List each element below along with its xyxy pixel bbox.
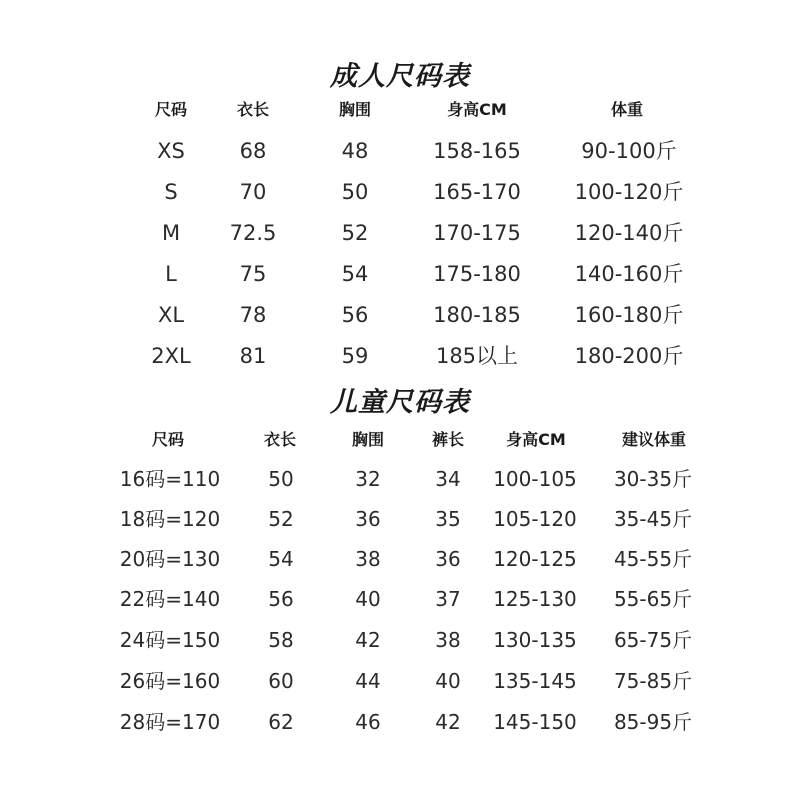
table-row	[0, 462, 800, 496]
length-cell: 58	[268, 628, 294, 652]
size-cell: 22码=140	[119, 587, 221, 611]
chest-cell: 44	[355, 669, 381, 693]
length-cell: 78	[239, 303, 267, 327]
size-cell: 28码=170	[119, 710, 221, 734]
kids-table-title: 儿童尺码表	[330, 387, 470, 418]
height-cell: 130-135	[493, 628, 577, 652]
weight-cell: 120-140斤	[574, 221, 684, 245]
size-cell: 26码=160	[119, 669, 221, 693]
height-cell: 185以上	[435, 344, 519, 368]
weight-cell: 85-95斤	[613, 710, 693, 734]
size-cell: M	[161, 221, 181, 245]
table-row	[0, 175, 800, 209]
pants-length-cell: 34	[435, 467, 461, 491]
chest-cell: 59	[341, 344, 369, 368]
kids-header-pants-length: 裤长	[431, 430, 464, 449]
height-cell: 145-150	[493, 710, 577, 734]
pants-length-cell: 42	[435, 710, 461, 734]
pants-length-cell: 36	[435, 547, 461, 571]
adult-table-title: 成人尺码表	[330, 61, 470, 92]
chest-cell: 38	[355, 547, 381, 571]
chest-cell: 46	[355, 710, 381, 734]
table-row	[0, 502, 800, 536]
weight-cell: 90-100斤	[581, 139, 677, 163]
size-cell: L	[165, 262, 177, 286]
height-cell: 135-145	[493, 669, 577, 693]
weight-cell: 55-65斤	[613, 587, 693, 611]
chest-cell: 40	[355, 587, 381, 611]
weight-cell: 140-160斤	[574, 262, 684, 286]
length-cell: 56	[268, 587, 294, 611]
kids-header-chest: 胸围	[351, 430, 384, 449]
adult-header-chest: 胸围	[338, 100, 371, 119]
table-row	[0, 339, 800, 373]
table-row	[0, 582, 800, 616]
chest-cell: 56	[341, 303, 369, 327]
kids-header-size: 尺码	[151, 430, 184, 449]
chest-cell: 52	[341, 221, 369, 245]
chest-cell: 54	[341, 262, 369, 286]
height-cell: 175-180	[433, 262, 521, 286]
table-row	[0, 134, 800, 168]
height-cell: 125-130	[493, 587, 577, 611]
height-cell: 120-125	[493, 547, 577, 571]
table-row	[0, 216, 800, 250]
size-cell: XL	[157, 303, 185, 327]
weight-cell: 45-55斤	[613, 547, 693, 571]
length-cell: 81	[239, 344, 267, 368]
weight-cell: 180-200斤	[574, 344, 684, 368]
weight-cell: 65-75斤	[613, 628, 693, 652]
pants-length-cell: 35	[435, 507, 461, 531]
weight-cell: 160-180斤	[574, 303, 684, 327]
adult-header-length: 衣长	[236, 100, 269, 119]
adult-header-size: 尺码	[154, 100, 187, 119]
chest-cell: 50	[341, 180, 369, 204]
pants-length-cell: 37	[435, 587, 461, 611]
length-cell: 52	[268, 507, 294, 531]
weight-cell: 100-120斤	[574, 180, 684, 204]
height-cell: 170-175	[433, 221, 521, 245]
size-cell: S	[164, 180, 178, 204]
chest-cell: 36	[355, 507, 381, 531]
chest-cell: 48	[341, 139, 369, 163]
size-cell: 24码=150	[119, 628, 221, 652]
table-row	[0, 664, 800, 698]
pants-length-cell: 38	[435, 628, 461, 652]
weight-cell: 35-45斤	[613, 507, 693, 531]
height-cell: 165-170	[433, 180, 521, 204]
size-cell: 16码=110	[119, 467, 221, 491]
weight-cell: 30-35斤	[613, 467, 693, 491]
chest-cell: 42	[355, 628, 381, 652]
kids-header-weight: 建议体重	[621, 430, 686, 449]
length-cell: 60	[268, 669, 294, 693]
length-cell: 70	[239, 180, 267, 204]
table-row	[0, 257, 800, 291]
length-cell: 54	[268, 547, 294, 571]
adult-header-weight: 体重	[610, 100, 643, 119]
kids-header-height: 身高CM	[506, 430, 566, 449]
size-cell: XS	[157, 139, 185, 163]
chest-cell: 32	[355, 467, 381, 491]
length-cell: 50	[268, 467, 294, 491]
kids-header-row	[0, 423, 800, 457]
pants-length-cell: 40	[435, 669, 461, 693]
length-cell: 72.5	[229, 221, 277, 245]
height-cell: 158-165	[433, 139, 521, 163]
table-row	[0, 705, 800, 739]
table-row	[0, 623, 800, 657]
kids-header-length: 衣长	[263, 430, 296, 449]
length-cell: 75	[239, 262, 267, 286]
size-cell: 20码=130	[119, 547, 221, 571]
height-cell: 100-105	[493, 467, 577, 491]
size-cell: 2XL	[151, 344, 191, 368]
length-cell: 62	[268, 710, 294, 734]
size-cell: 18码=120	[119, 507, 221, 531]
table-row	[0, 542, 800, 576]
height-cell: 105-120	[493, 507, 577, 531]
table-row	[0, 298, 800, 332]
adult-header-height: 身高CM	[447, 100, 507, 119]
height-cell: 180-185	[433, 303, 521, 327]
weight-cell: 75-85斤	[613, 669, 693, 693]
length-cell: 68	[239, 139, 267, 163]
adult-header-row	[0, 93, 800, 127]
